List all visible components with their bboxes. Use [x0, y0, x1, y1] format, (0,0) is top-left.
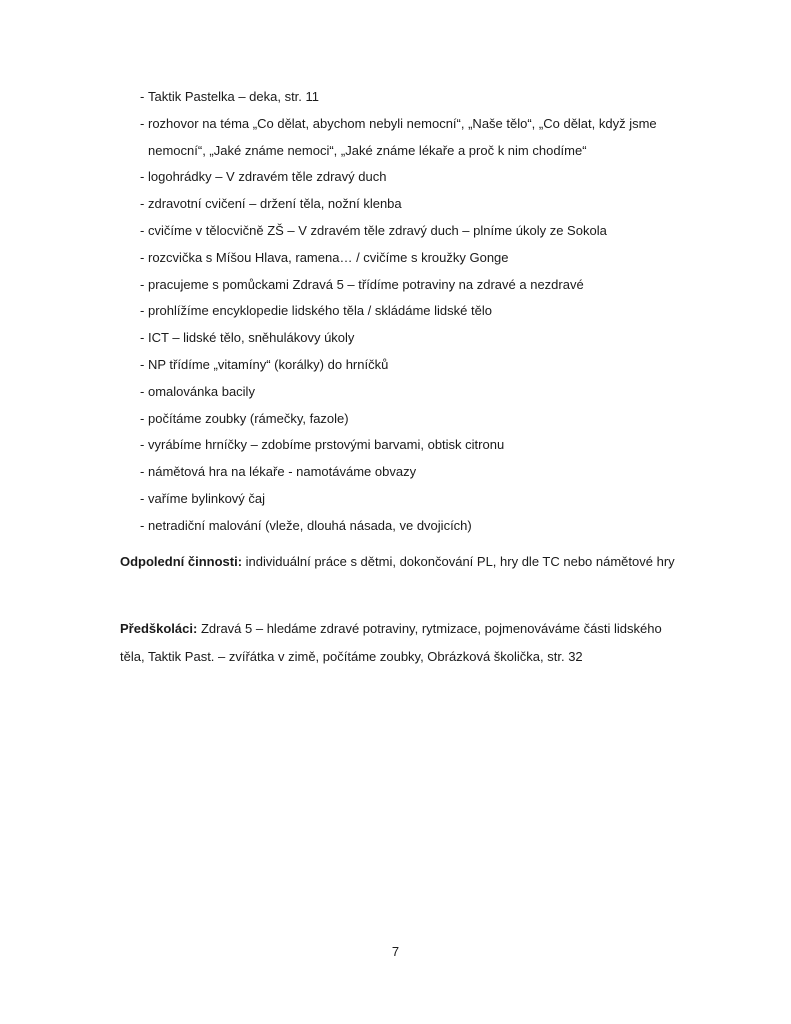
activity-text: cvičíme v tělocvičně ZŠ – V zdravém těle zdravý duch – plníme úkoly ze Sokola: [148, 222, 607, 238]
bullet-dash: -: [140, 196, 145, 212]
activity-text: pracujeme s pomůckami Zdravá 5 – třídíme potraviny na zdravé a nezdravé: [148, 276, 584, 292]
bullet-dash: -: [140, 517, 145, 533]
bullet-dash: -: [140, 89, 145, 104]
bullet-dash: -: [140, 437, 145, 453]
bullet-dash: -: [140, 490, 145, 506]
activity-list-item: [120, 272, 680, 299]
activity-list-item: [120, 84, 680, 111]
bullet-dash: -: [140, 303, 145, 319]
bullet-dash: -: [140, 383, 145, 399]
bullet-dash: -: [140, 356, 145, 372]
afternoon-activities-label: Odpolední činnosti:: [120, 554, 243, 569]
bullet-dash: -: [140, 464, 145, 480]
activity-list-item: [120, 298, 680, 325]
bullet-dash: -: [140, 222, 145, 238]
bullet-dash: -: [140, 249, 145, 265]
activity-list-item: [120, 432, 680, 459]
bullet-dash: -: [140, 276, 145, 292]
activity-text: rozhovor na téma „Co dělat, abychom nebyli nemocní“, „Naše tělo“, „Co dělat, když jsme nemocní“, „Jaké známe nemoci“, „Jaké známe lékaře a proč k nim chodíme“: [148, 115, 657, 158]
afternoon-activities-paragraph: [120, 548, 680, 576]
bullet-dash: -: [140, 169, 145, 185]
activity-text: logohrádky – V zdravém těle zdravý duch: [148, 169, 387, 185]
activity-list-item: [120, 111, 680, 165]
activity-text: ICT – lidské tělo, sněhulákovy úkoly: [148, 330, 355, 346]
activity-text: vaříme bylinkový čaj: [148, 490, 266, 506]
activity-text: omalovánka bacily: [148, 383, 255, 399]
activity-text: námětová hra na lékaře - namotáváme obvazy: [148, 464, 417, 480]
activity-list: [120, 84, 680, 540]
activity-text: NP třídíme „vitamíny“ (korálky) do hrníčků: [148, 356, 389, 372]
preschoolers-paragraph: [120, 615, 680, 671]
activity-list-item: [120, 218, 680, 245]
activity-text: vyrábíme hrníčky – zdobíme prstovými barvami, obtisk citronu: [148, 437, 505, 453]
activity-list-item: [120, 325, 680, 352]
activity-list-item: [120, 406, 680, 433]
preschoolers-label: Předškoláci:: [120, 621, 198, 636]
activity-list-item: [120, 486, 680, 513]
activity-text: rozcvička s Míšou Hlava, ramena… / cvičíme s kroužky Gonge: [148, 249, 509, 265]
activity-text: Taktik Pastelka – deka, str. 11: [148, 89, 320, 104]
page-number: 7: [391, 944, 400, 959]
activity-list-item: [120, 245, 680, 272]
bullet-dash: -: [140, 115, 145, 131]
bullet-dash: -: [140, 410, 145, 426]
afternoon-activities-text: individuální práce s dětmi, dokončování PL, hry dle TC nebo námětové hry: [242, 554, 675, 569]
activity-text: prohlížíme encyklopedie lidského těla / skládáme lidské tělo: [148, 303, 492, 319]
bullet-dash: -: [140, 330, 145, 346]
activity-text: netradiční malování (vleže, dlouhá násada, ve dvojicích): [148, 517, 472, 533]
activity-list-item: [120, 379, 680, 406]
activity-list-item: [120, 459, 680, 486]
activity-list-item: [120, 191, 680, 218]
activity-text: zdravotní cvičení – držení těla, nožní klenba: [148, 196, 402, 212]
preschoolers-text: Zdravá 5 – hledáme zdravé potraviny, rytmizace, pojmenováváme části lidského těla, Taktik Past. – zvířátka v zimě, počítáme zoubky, Obrázková školička, str. 32: [120, 621, 662, 664]
activity-list-item: [120, 164, 680, 191]
activity-text: počítáme zoubky (rámečky, fazole): [148, 410, 349, 426]
activity-list-item: [120, 352, 680, 379]
activity-list-item: [120, 513, 680, 540]
